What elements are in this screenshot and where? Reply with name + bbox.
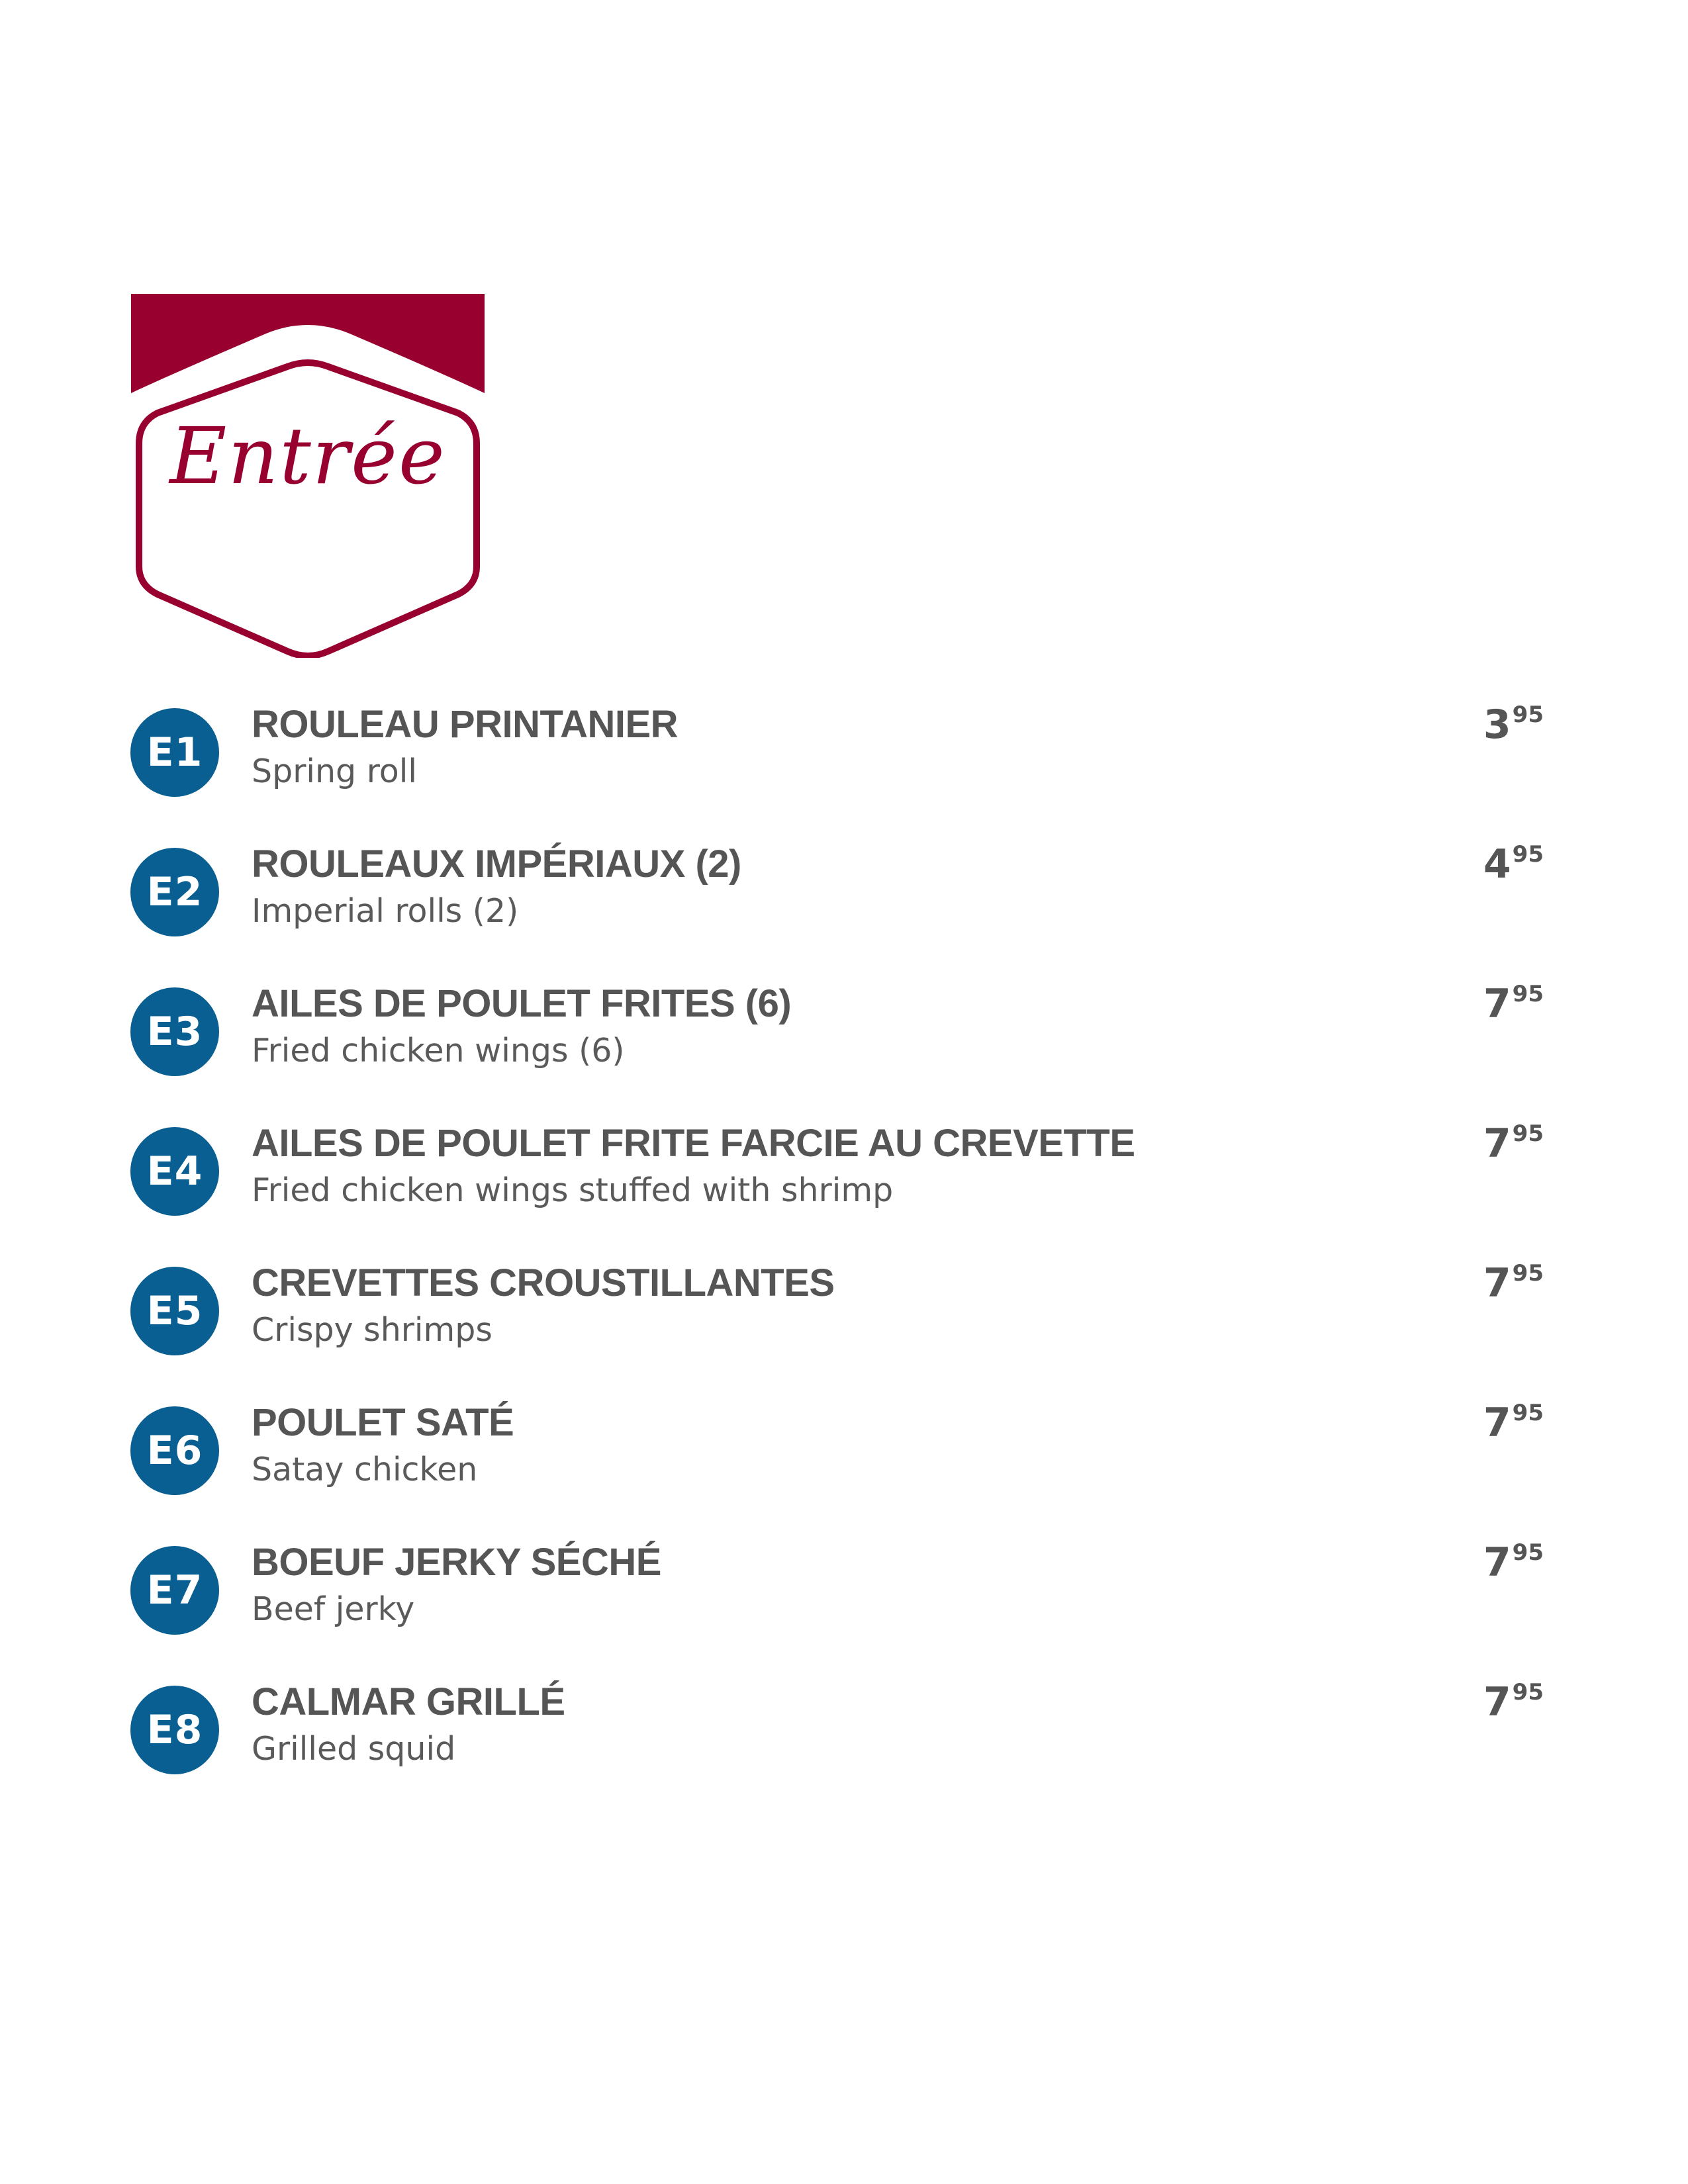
price-cents: 95 bbox=[1512, 702, 1544, 728]
item-code-badge: E3 bbox=[130, 987, 219, 1076]
item-name: ROULEAU PRINTANIER bbox=[252, 703, 679, 746]
price-whole: 7 bbox=[1483, 1539, 1511, 1586]
price-cents: 95 bbox=[1512, 841, 1544, 868]
item-price bbox=[1483, 841, 1544, 893]
menu-item bbox=[0, 1679, 1688, 1819]
price-cents: 95 bbox=[1512, 1539, 1544, 1566]
item-price bbox=[1483, 1400, 1544, 1452]
item-name: ROULEAUX IMPÉRIAUX (2) bbox=[252, 842, 741, 886]
price-whole: 7 bbox=[1483, 1679, 1511, 1725]
item-name: BOEUF JERKY SÉCHÉ bbox=[252, 1541, 661, 1584]
item-code-badge: E2 bbox=[130, 848, 219, 936]
item-description: Grilled squid bbox=[252, 1730, 456, 1768]
item-price bbox=[1483, 1260, 1544, 1312]
price-cents: 95 bbox=[1512, 1679, 1544, 1706]
item-price bbox=[1483, 1120, 1544, 1173]
item-description: Beef jerky bbox=[252, 1590, 415, 1628]
item-code-badge: E1 bbox=[130, 708, 219, 797]
price-whole: 4 bbox=[1483, 841, 1511, 887]
item-code-badge: E8 bbox=[130, 1686, 219, 1774]
price-whole: 7 bbox=[1483, 1400, 1511, 1446]
item-description: Spring roll bbox=[252, 752, 417, 790]
item-description: Fried chicken wings stuffed with shrimp bbox=[252, 1171, 894, 1209]
item-name: POULET SATÉ bbox=[252, 1401, 514, 1444]
item-price bbox=[1483, 1679, 1544, 1731]
menu-item bbox=[0, 1539, 1688, 1679]
item-price bbox=[1483, 1539, 1544, 1592]
price-whole: 7 bbox=[1483, 1120, 1511, 1167]
item-description: Fried chicken wings (6) bbox=[252, 1032, 625, 1069]
item-code-badge: E5 bbox=[130, 1267, 219, 1355]
item-name: AILES DE POULET FRITES (6) bbox=[252, 982, 792, 1025]
menu-item bbox=[0, 1400, 1688, 1539]
item-description: Crispy shrimps bbox=[252, 1311, 492, 1349]
item-code-badge: E4 bbox=[130, 1127, 219, 1216]
item-name: AILES DE POULET FRITE FARCIE AU CREVETTE bbox=[252, 1122, 1135, 1165]
item-code-badge: E7 bbox=[130, 1546, 219, 1635]
menu-item bbox=[0, 1260, 1688, 1400]
item-code-badge: E6 bbox=[130, 1406, 219, 1495]
menu-item bbox=[0, 1120, 1688, 1260]
menu-item bbox=[0, 981, 1688, 1120]
price-cents: 95 bbox=[1512, 1120, 1544, 1147]
price-whole: 7 bbox=[1483, 1260, 1511, 1306]
section-title: Entrée bbox=[169, 410, 446, 502]
menu-item bbox=[0, 841, 1688, 981]
item-name: CALMAR GRILLÉ bbox=[252, 1680, 565, 1723]
item-price bbox=[1483, 981, 1544, 1033]
item-price bbox=[1483, 702, 1544, 754]
price-cents: 95 bbox=[1512, 1260, 1544, 1287]
price-cents: 95 bbox=[1512, 1400, 1544, 1426]
item-name: CREVETTES CROUSTILLANTES bbox=[252, 1261, 835, 1304]
price-whole: 3 bbox=[1483, 702, 1511, 748]
item-description: Imperial rolls (2) bbox=[252, 892, 519, 930]
item-description: Satay chicken bbox=[252, 1451, 478, 1488]
price-whole: 7 bbox=[1483, 981, 1511, 1027]
badge-frame bbox=[139, 363, 477, 656]
price-cents: 95 bbox=[1512, 981, 1544, 1007]
menu-item bbox=[0, 702, 1688, 841]
menu-list bbox=[0, 702, 1688, 1819]
